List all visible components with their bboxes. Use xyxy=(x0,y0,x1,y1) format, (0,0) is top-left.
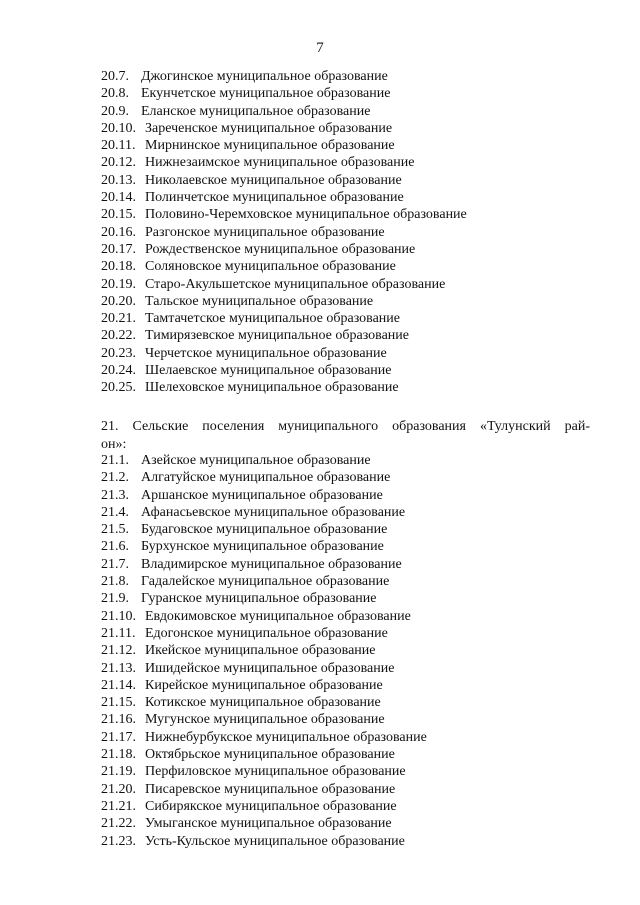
item-number: 21.14. xyxy=(101,677,136,693)
list-item xyxy=(101,379,467,396)
item-number: 21.13. xyxy=(101,660,136,676)
list-item xyxy=(101,711,427,728)
list-item xyxy=(101,556,427,573)
item-number: 20.19. xyxy=(101,276,136,292)
section-21-heading xyxy=(101,418,590,453)
list-item xyxy=(101,798,427,815)
item-number: 20.14. xyxy=(101,190,136,206)
list-item xyxy=(101,362,467,379)
item-number: 21.17. xyxy=(101,729,136,745)
item-number: 21.18. xyxy=(101,747,136,763)
page-number: 7 xyxy=(316,40,324,56)
item-number: 21.2. xyxy=(101,470,129,486)
item-text: Азейское муниципальное образование xyxy=(141,453,371,468)
item-text: Едогонское муниципальное образование xyxy=(145,625,388,641)
item-number: 20.23. xyxy=(101,345,136,361)
item-text: Черчетское муниципальное образование xyxy=(145,345,387,361)
item-number: 20.16. xyxy=(101,224,136,240)
item-number: 20.10. xyxy=(101,120,136,136)
item-text: Нижнебурбукское муниципальное образование xyxy=(145,729,427,745)
item-number: 21.11. xyxy=(101,625,136,641)
item-number: 21.21. xyxy=(101,798,136,814)
item-text: Рождественское муниципальное образование xyxy=(145,241,416,257)
list-item xyxy=(101,833,427,850)
item-number: 21.7. xyxy=(101,556,129,572)
item-text: Разгонское муниципальное образование xyxy=(145,224,385,240)
item-text: Соляновское муниципальное образование xyxy=(145,259,396,275)
item-number: 21.5. xyxy=(101,522,129,538)
item-text: Алгатуйское муниципальное образование xyxy=(141,470,391,486)
item-text: Шелеховское муниципальное образование xyxy=(145,380,399,396)
item-text: Тальское муниципальное образование xyxy=(145,293,374,309)
item-text: Евдокимовское муниципальное образование xyxy=(145,608,411,624)
item-number: 20.7. xyxy=(101,69,129,84)
list-item xyxy=(101,815,427,832)
list-item xyxy=(101,241,467,258)
item-text: Афанасьевское муниципальное образование xyxy=(141,504,406,520)
item-number: 21.15. xyxy=(101,695,136,711)
item-number: 21.8. xyxy=(101,574,129,590)
list-item xyxy=(101,660,427,677)
heading-line-2: он»: xyxy=(101,436,127,452)
item-number: 20.8. xyxy=(101,86,129,102)
item-number: 20.25. xyxy=(101,380,136,396)
list-item xyxy=(101,345,467,362)
item-number: 20.22. xyxy=(101,328,136,344)
item-number: 21.23. xyxy=(101,833,136,849)
list-item xyxy=(101,310,467,327)
item-number: 21.4. xyxy=(101,504,129,520)
list-item xyxy=(101,469,427,486)
item-number: 21.10. xyxy=(101,608,136,624)
item-text: Зареченское муниципальное образование xyxy=(145,120,393,136)
item-number: 21.22. xyxy=(101,816,136,832)
list-item xyxy=(101,276,467,293)
item-text: Усть-Кульское муниципальное образование xyxy=(145,833,405,849)
list-item xyxy=(101,327,467,344)
list-item xyxy=(101,781,427,798)
item-text: Гадалейское муниципальное образование xyxy=(141,574,390,590)
list-item xyxy=(101,504,427,521)
item-number: 20.20. xyxy=(101,293,136,309)
item-number: 20.15. xyxy=(101,207,136,223)
list-item xyxy=(101,85,467,102)
item-number: 20.18. xyxy=(101,259,136,275)
item-text: Икейское муниципальное образование xyxy=(145,643,376,659)
item-number: 20.13. xyxy=(101,172,136,188)
list-item xyxy=(101,694,427,711)
item-text: Перфиловское муниципальное образование xyxy=(145,764,406,780)
item-number: 20.21. xyxy=(101,311,136,327)
list-item xyxy=(101,293,467,310)
item-text: Шелаевское муниципальное образование xyxy=(145,363,392,379)
heading-line-1: 21. Сельские поселения муниципального образования «Тулунский рай- xyxy=(101,419,590,434)
item-number: 21.1. xyxy=(101,453,129,468)
item-text: Старо-Акульшетское муниципальное образование xyxy=(145,276,446,292)
item-text: Владимирское муниципальное образование xyxy=(141,556,402,572)
item-number: 20.17. xyxy=(101,241,136,257)
item-text: Полинчетское муниципальное образование xyxy=(145,190,404,206)
list-item xyxy=(101,677,427,694)
item-number: 20.9. xyxy=(101,103,129,119)
item-text: Бурхунское муниципальное образование xyxy=(141,539,384,555)
list-item xyxy=(101,608,427,625)
item-number: 21.9. xyxy=(101,591,129,607)
item-number: 21.20. xyxy=(101,781,136,797)
list-item xyxy=(101,206,467,223)
list-item xyxy=(101,452,427,469)
item-text: Екунчетское муниципальное образование xyxy=(141,86,391,102)
item-number: 21.19. xyxy=(101,764,136,780)
list-item xyxy=(101,103,467,120)
item-text: Писаревское муниципальное образование xyxy=(145,781,396,797)
item-text: Ишидейское муниципальное образование xyxy=(145,660,395,676)
list-item xyxy=(101,729,427,746)
item-number: 21.12. xyxy=(101,643,136,659)
list-item xyxy=(101,521,427,538)
item-text: Джогинское муниципальное образование xyxy=(141,69,388,84)
item-number: 20.24. xyxy=(101,363,136,379)
item-text: Тимирязевское муниципальное образование xyxy=(145,328,409,344)
item-text: Мирнинское муниципальное образование xyxy=(145,138,395,154)
item-text: Половино-Черемховское муниципальное образование xyxy=(145,207,467,223)
item-text: Сибирякское муниципальное образование xyxy=(145,798,397,814)
list-item xyxy=(101,258,467,275)
list-item xyxy=(101,746,427,763)
item-text: Тамтачетское муниципальное образование xyxy=(145,311,400,327)
list-item xyxy=(101,590,427,607)
item-text: Умыганское муниципальное образование xyxy=(145,816,392,832)
item-number: 21.3. xyxy=(101,487,129,503)
list-item xyxy=(101,120,467,137)
item-text: Аршанское муниципальное образование xyxy=(141,487,383,503)
item-number: 20.11. xyxy=(101,138,136,154)
item-number: 20.12. xyxy=(101,155,136,171)
list-item xyxy=(101,763,427,780)
list-item xyxy=(101,573,427,590)
list-item xyxy=(101,224,467,241)
section-21-list xyxy=(101,452,427,850)
list-item xyxy=(101,68,467,85)
item-number: 21.6. xyxy=(101,539,129,555)
item-text: Еланское муниципальное образование xyxy=(141,103,371,119)
item-text: Октябрьское муниципальное образование xyxy=(145,747,395,763)
item-number: 21.16. xyxy=(101,712,136,728)
list-item xyxy=(101,189,467,206)
item-text: Нижнезаимское муниципальное образование xyxy=(145,155,415,171)
list-item xyxy=(101,642,427,659)
item-text: Николаевское муниципальное образование xyxy=(145,172,402,188)
list-item xyxy=(101,137,467,154)
list-item xyxy=(101,625,427,642)
item-text: Гуранское муниципальное образование xyxy=(141,591,377,607)
item-text: Мугунское муниципальное образование xyxy=(145,712,385,728)
list-item xyxy=(101,154,467,171)
item-text: Котикское муниципальное образование xyxy=(145,695,381,711)
item-text: Будаговское муниципальное образование xyxy=(141,522,388,538)
list-item xyxy=(101,487,427,504)
list-item xyxy=(101,538,427,555)
item-text: Кирейское муниципальное образование xyxy=(145,677,383,693)
list-item xyxy=(101,172,467,189)
section-20-list xyxy=(101,68,467,397)
